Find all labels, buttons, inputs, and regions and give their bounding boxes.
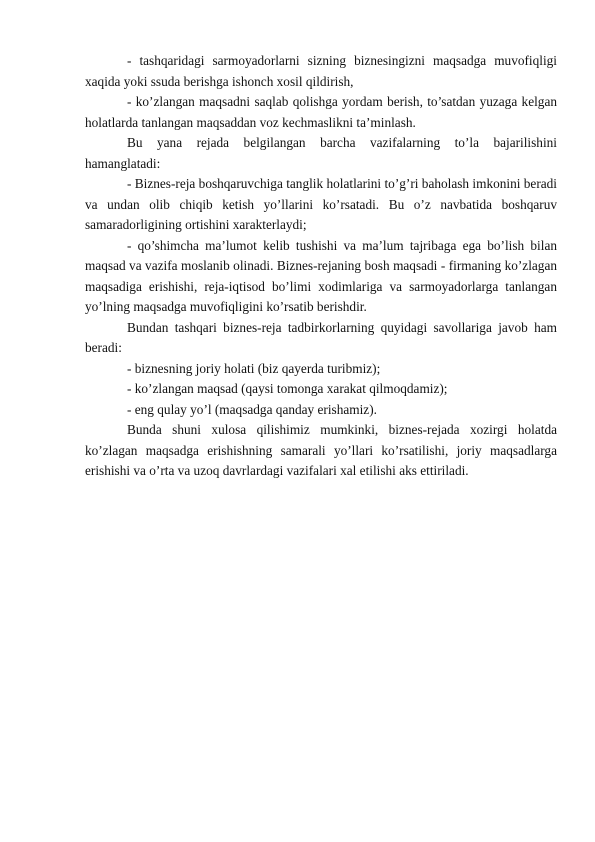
- paragraph-conclusion: Bunda shuni xulosa qilishimiz mumkinki, biznes-rejada xozirgi holatda ko’zlagan maqsadga erishishning samarali yo’llari ko’rsatilishi, joriy maqsadlarga erishishi va o’rta va uzoq davrlardagi vazifalari xal etilishi aks ettiriladi.: [85, 422, 557, 478]
- paragraph-questions-intro: Bundan tashqari biznes-reja tadbirkorlarning quyidagi savollariga javob ham beradi:: [85, 319, 557, 355]
- paragraph-crisis-assessment: - Biznes-reja boshqaruvchiga tanglik holatlarini to’g’ri baholash imkonini beradi va undan olib chiqib ketish yo’llarini ko’rsatadi. Bu o’z navbatida boshqaruv samaradorligining ortishini xarakterlaydi;: [85, 176, 557, 232]
- paragraph-investor-confidence: - tashqaridagi sarmoyadorlarni sizning biznesingizni maqsadga muvofiqligi xaqida yoki ssuda berishga ishonch xosil qildirish,: [85, 53, 557, 89]
- list-item-best-path: - eng qulay yo’l (maqsadga qanday erishamiz).: [127, 401, 377, 417]
- list-item-current-state: - biznesning joriy holati (biz qayerda turibmiz);: [127, 360, 381, 376]
- paragraph-tasks-completion: Bu yana rejada belgilangan barcha vazifalarning to’la bajarilishini hamanglatadi:: [85, 135, 557, 171]
- paragraph-maintain-goal: - ko’zlangan maqsadni saqlab qolishga yordam berish, to’satdan yuzaga kelgan holatlarda tanlangan maqsaddan voz kechmaslikni ta’minlash.: [85, 94, 557, 130]
- list-item-target-goal: - ko’zlangan maqsad (qaysi tomonga xarakat qilmoqdamiz);: [127, 381, 448, 396]
- document-body: [85, 51, 557, 482]
- paragraph-main-goal: - qo’shimcha ma’lumot kelib tushishi va ma’lum tajribaga ega bo’lish bilan maqsad va vazifa moslanib olinadi. Biznes-rejaning bosh maqsadi - firmaning ko’zlagan maqsadiga erishishi, reja-iqtisod bo’limi xodimlariga va sarmoyadorlarga tanlangan yo’lning maqsadga muvofiqligini ko’rsatib berishdir.: [85, 237, 557, 314]
